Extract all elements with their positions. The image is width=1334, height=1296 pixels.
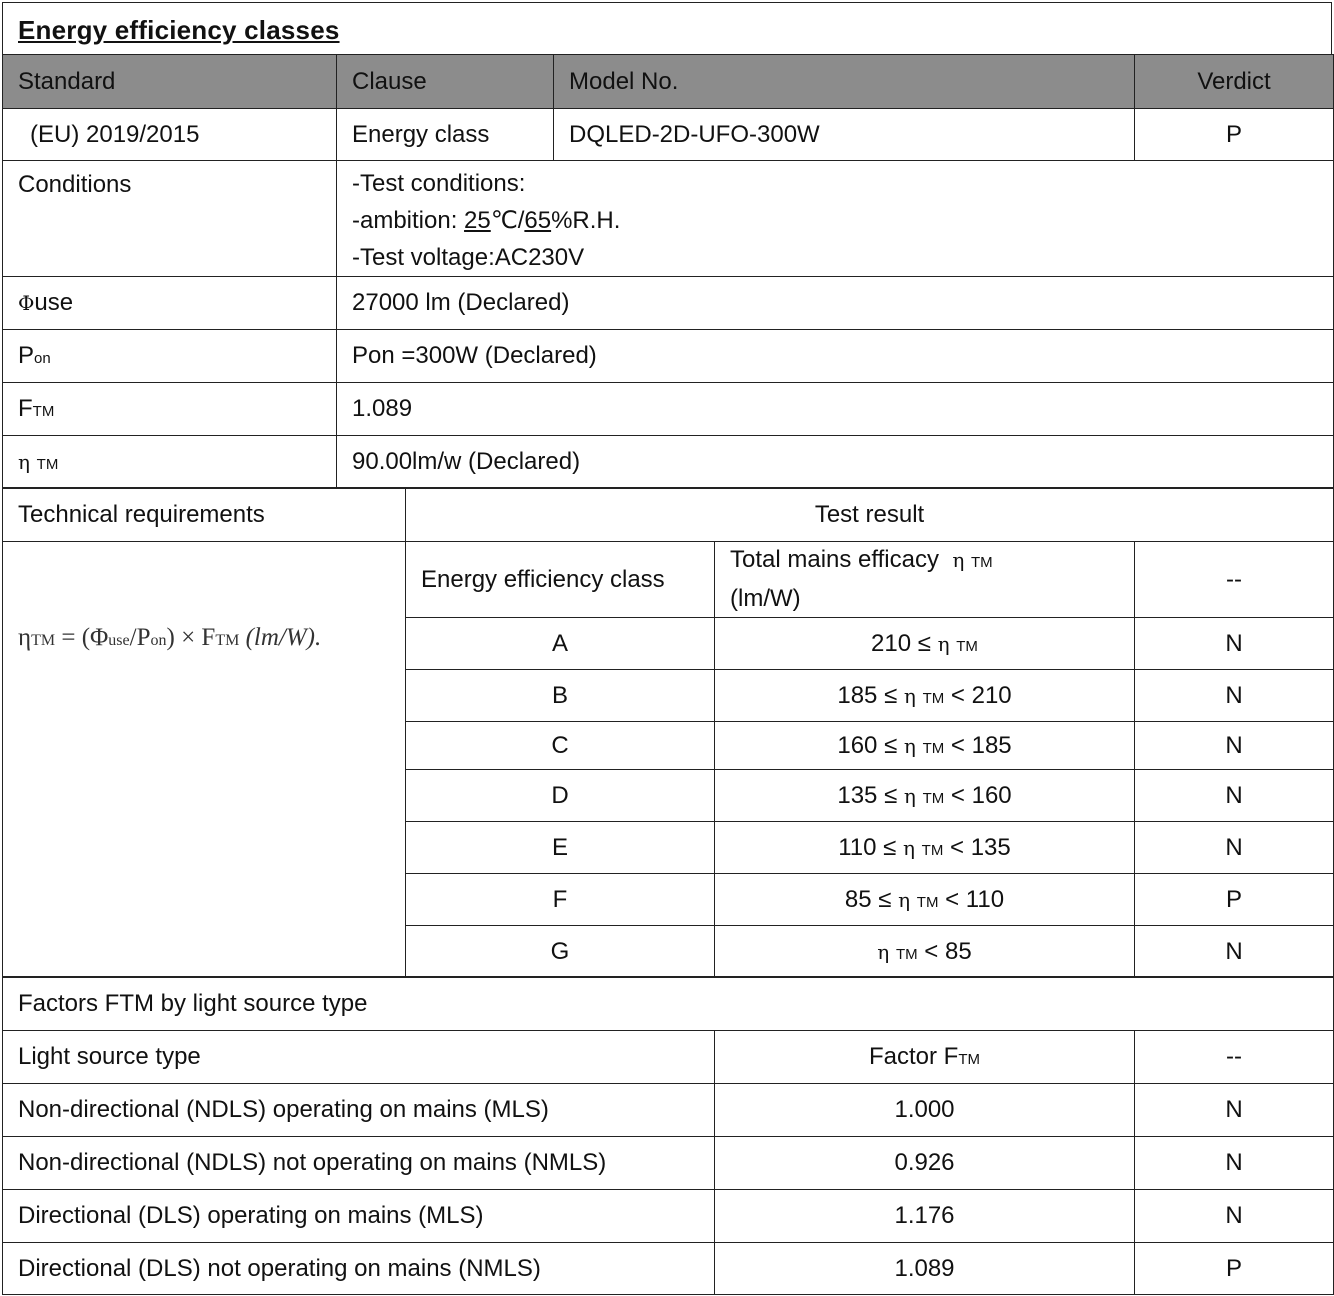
range-high: < 210 [950,681,1012,709]
ambition-prefix: -ambition: [352,207,465,234]
class-verdict: N [1135,670,1334,722]
range-eta: η [903,783,916,808]
range-eta-sub: TM [922,739,945,757]
clause-header: Clause [337,55,554,109]
factor-verdict: N [1135,1137,1334,1190]
verdict-header: Verdict [1135,55,1334,109]
range-high: < 160 [950,781,1012,809]
range-leq: ≤ [878,885,892,913]
range-high: < 110 [945,885,1005,913]
range-eta-sub: TM [916,893,939,911]
humidity-unit: %R.H. [551,207,621,234]
class-header-row [3,542,1334,618]
pon-main: P [18,342,35,369]
range-leq: ≤ [917,629,931,657]
factor-value: 1.000 [715,1084,1135,1137]
factor-verdict: N [1135,1084,1334,1137]
factor-row [3,1243,1334,1295]
factor-header [715,1031,1135,1084]
factor-header-sub: TM [958,1051,980,1068]
phi-label [3,277,337,330]
conditions-line-1: -Test conditions: [352,170,526,197]
class-verdict: N [1135,722,1334,770]
factor-value: 1.089 [715,1243,1135,1295]
formula-phi: (Φ [81,624,109,651]
class-efficacy-range [715,874,1135,926]
class-label: G [406,926,715,978]
class-label: C [406,722,715,770]
info-table [2,54,1334,489]
range-high: < 85 [924,937,972,965]
pon-label [3,330,337,383]
technical-requirements-label: Technical requirements [3,488,406,542]
range-eta: η [903,683,916,708]
class-verdict: N [1135,926,1334,978]
class-efficacy-range [715,926,1135,978]
range-low: 160 [837,731,878,759]
range-eta-sub: TM [922,789,945,807]
light-source-type: Non-directional (NDLS) operating on mains (MLS) [3,1084,715,1137]
ftm-main: F [18,395,33,422]
class-efficacy-range [715,822,1135,874]
eta-sub: TM [36,456,59,473]
factor-verdict: N [1135,1190,1334,1243]
formula-phi-sub: use [108,632,130,649]
range-leq: ≤ [884,731,898,759]
factor-value: 1.176 [715,1190,1135,1243]
conditions-label: Conditions [3,161,337,277]
phi-sub: use [34,289,74,316]
class-verdict-header: -- [1135,542,1334,618]
class-label: F [406,874,715,926]
factors-section-label: Factors FTM by light source type [3,977,1334,1031]
info-row [3,109,1334,161]
temperature-value: 25 [464,207,491,234]
pon-sub: on [34,350,51,367]
ftm-label [3,383,337,436]
formula-eta-sub: TM [31,632,56,649]
efficacy-header-text: Total mains efficacy [730,546,939,573]
factors-header-row [3,1031,1334,1084]
factors-section-row [3,977,1334,1031]
range-leq: ≤ [883,833,897,861]
standard-value: (EU) 2019/2015 [3,109,337,161]
document-title-bar [2,2,1332,54]
pon-row [3,330,1334,383]
range-eta-sub: TM [956,637,978,655]
range-eta: η [898,887,911,912]
class-label: B [406,670,715,722]
range-leq: ≤ [884,681,898,709]
light-source-type: Directional (DLS) operating on mains (MLS) [3,1190,715,1243]
factor-value: 0.926 [715,1137,1135,1190]
factor-row [3,1084,1334,1137]
class-label: D [406,770,715,822]
range-leq: ≤ [884,781,898,809]
standard-header: Standard [3,55,337,109]
conditions-text [337,161,1334,277]
eta-value: 90.00lm/w (Declared) [337,436,1334,489]
formula-times: × [181,624,196,651]
formula-p-sub: on [150,632,167,649]
temperature-unit: ℃/ [490,207,525,234]
range-eta: η [903,835,915,860]
conditions-line-3: -Test voltage:AC230V [352,244,585,271]
requirements-header-row [3,488,1334,542]
range-eta: η [877,939,890,964]
class-label: E [406,822,715,874]
class-efficacy-range [715,770,1135,822]
efficacy-formula [18,624,390,652]
light-source-type-header: Light source type [3,1031,715,1084]
efficacy-header-unit: (lm/W) [730,585,801,612]
formula-cell [3,542,406,978]
factor-row [3,1137,1334,1190]
conditions-row [3,161,1334,277]
ftm-row [3,383,1334,436]
efficacy-header [715,542,1135,618]
phi-value: 27000 lm (Declared) [337,277,1334,330]
pon-value: Pon =300W (Declared) [337,330,1334,383]
range-low: 85 [844,885,872,913]
range-eta: η [903,733,916,758]
class-label: A [406,618,715,670]
conditions-line-2 [352,202,1318,239]
eta-symbol: η [18,450,30,474]
factors-table [2,976,1334,1295]
class-header: Energy efficiency class [406,542,715,618]
formula-equals: = [61,624,76,651]
info-verdict: P [1135,109,1334,161]
light-source-type: Non-directional (NDLS) not operating on mains (NMLS) [3,1137,715,1190]
range-eta: η [937,631,950,656]
phi-symbol: Φ [18,291,35,315]
formula-f-sub: TM [215,632,240,649]
requirements-table [2,487,1334,978]
class-verdict: N [1135,618,1334,670]
eta-row [3,436,1334,489]
class-efficacy-range [715,618,1135,670]
eta-label [3,436,337,489]
class-efficacy-range [715,670,1135,722]
range-low: 210 [871,629,912,657]
class-verdict: N [1135,770,1334,822]
range-eta-sub: TM [895,945,918,963]
formula-f: F [201,624,216,651]
efficacy-header-eta: η [952,548,965,572]
efficacy-header-eta-sub: TM [970,554,993,571]
test-result-label: Test result [406,488,1334,542]
range-high: < 185 [950,731,1012,759]
factor-verdict: P [1135,1243,1334,1295]
range-low: 185 [837,681,878,709]
clause-value: Energy class [337,109,554,161]
factors-verdict-header: -- [1135,1031,1334,1084]
class-verdict: N [1135,822,1334,874]
formula-slash-p: /P [129,624,151,651]
range-high: < 135 [950,833,1011,861]
ftm-value: 1.089 [337,383,1334,436]
range-low: 135 [837,781,878,809]
humidity-value: 65 [524,207,552,234]
class-verdict: P [1135,874,1334,926]
light-source-type: Directional (DLS) not operating on mains (NMLS) [3,1243,715,1295]
model-header: Model No. [554,55,1135,109]
factor-header-main: Factor F [868,1043,959,1070]
range-eta-sub: TM [921,841,944,859]
formula-eta: η [18,624,32,651]
class-efficacy-range [715,722,1135,770]
phi-row [3,277,1334,330]
factor-row [3,1190,1334,1243]
model-value: DQLED-2D-UFO-300W [554,109,1135,161]
ftm-sub: TM [32,403,55,420]
formula-unit: (lm/W). [245,624,322,651]
efficacy-header-line-1 [730,542,1119,581]
range-eta-sub: TM [922,689,945,707]
formula-close: ) [166,624,175,651]
document-title: Energy efficiency classes [18,15,340,45]
header-row [3,55,1334,109]
range-low: 110 [838,833,877,861]
